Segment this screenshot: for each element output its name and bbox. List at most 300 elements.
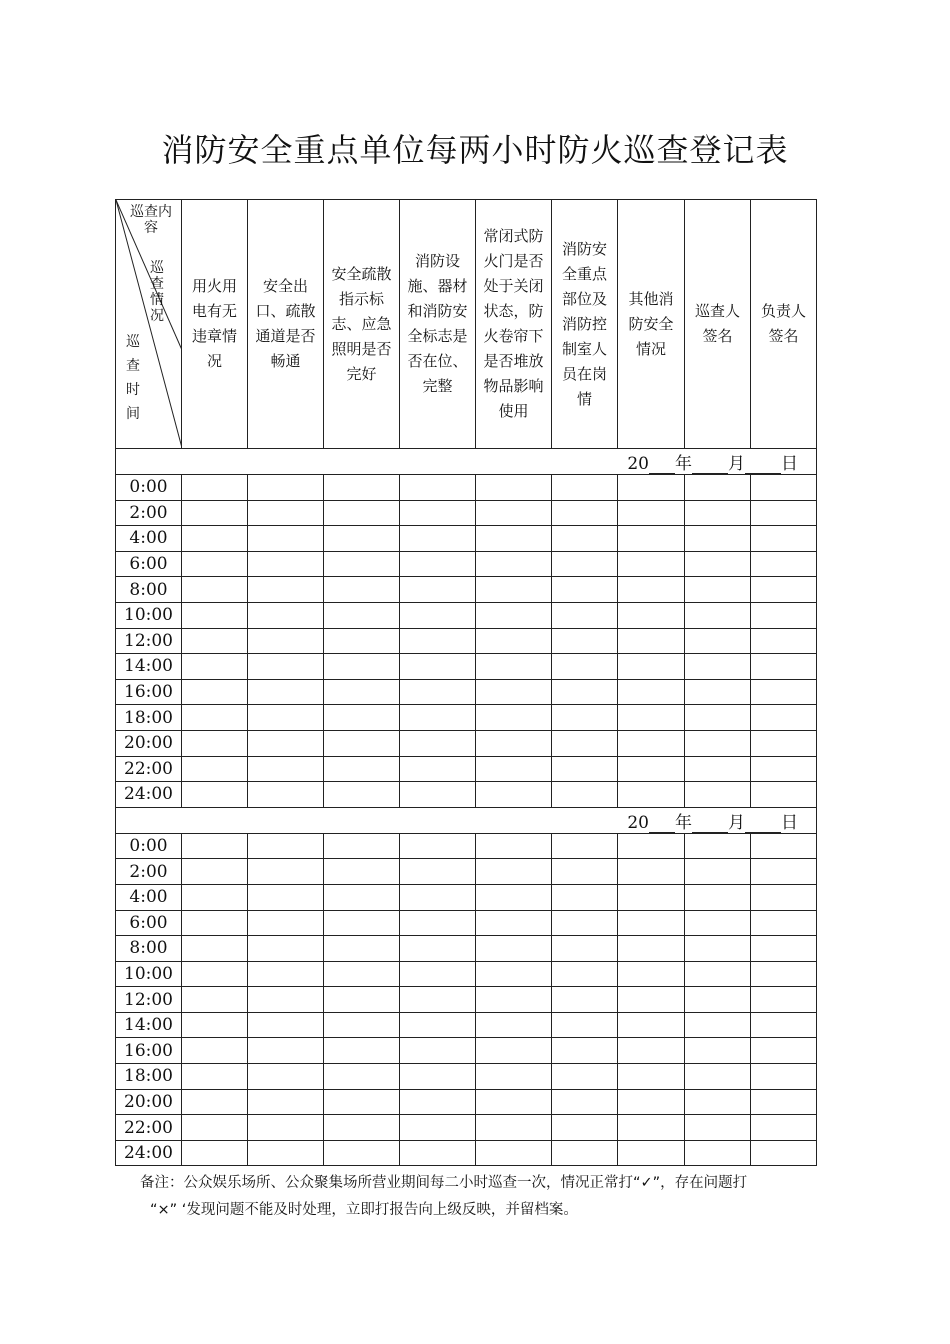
remark-line-1: 备注：公众娱乐场所、公众聚集场所营业期间每二小时巡查一次，情况正常打“✓”，存在问题打	[140, 1175, 748, 1191]
entry-cell[interactable]	[618, 602, 685, 628]
entry-cell[interactable]	[685, 551, 751, 577]
entry-cell[interactable]	[476, 936, 552, 962]
table-row	[116, 551, 817, 577]
entry-cell[interactable]	[751, 1115, 817, 1141]
entry-cell[interactable]	[400, 705, 476, 731]
corner-label-content: 巡查内容	[130, 204, 172, 236]
table-row	[116, 526, 817, 552]
entry-cell[interactable]	[618, 987, 685, 1013]
header-inspector-sign: 巡查人签名	[685, 200, 751, 449]
entry-cell[interactable]	[751, 987, 817, 1013]
time-cell: 10:00	[116, 961, 182, 987]
entry-cell[interactable]	[552, 551, 618, 577]
entry-cell[interactable]	[618, 756, 685, 782]
entry-cell[interactable]	[751, 475, 817, 501]
entry-cell[interactable]	[324, 884, 400, 910]
entry-cell[interactable]	[324, 987, 400, 1013]
entry-cell[interactable]	[324, 782, 400, 808]
entry-cell[interactable]	[618, 936, 685, 962]
entry-cell[interactable]	[751, 1140, 817, 1166]
entry-cell[interactable]	[685, 1038, 751, 1064]
entry-cell[interactable]	[751, 782, 817, 808]
time-cell: 18:00	[116, 705, 182, 731]
entry-cell[interactable]	[324, 654, 400, 680]
entry-cell[interactable]	[182, 551, 248, 577]
table-row	[116, 987, 817, 1013]
month-label: 月	[728, 454, 745, 474]
entry-cell[interactable]	[476, 602, 552, 628]
entry-cell[interactable]	[182, 679, 248, 705]
entry-cell[interactable]	[324, 679, 400, 705]
entry-cell[interactable]	[685, 1140, 751, 1166]
entry-cell[interactable]	[751, 654, 817, 680]
entry-cell[interactable]	[400, 961, 476, 987]
entry-cell[interactable]	[182, 987, 248, 1013]
entry-cell[interactable]	[751, 936, 817, 962]
entry-cell[interactable]	[685, 1089, 751, 1115]
entry-cell[interactable]	[476, 884, 552, 910]
entry-cell[interactable]	[552, 756, 618, 782]
table-row	[116, 756, 817, 782]
entry-cell[interactable]	[248, 936, 324, 962]
entry-cell[interactable]	[182, 1089, 248, 1115]
section-day-2	[116, 807, 817, 1166]
entry-cell[interactable]	[618, 551, 685, 577]
entry-cell[interactable]	[552, 475, 618, 501]
entry-cell[interactable]	[751, 859, 817, 885]
entry-cell[interactable]	[751, 833, 817, 859]
entry-cell[interactable]	[248, 679, 324, 705]
entry-cell[interactable]	[552, 833, 618, 859]
entry-cell[interactable]	[552, 884, 618, 910]
entry-cell[interactable]	[552, 628, 618, 654]
time-cell: 2:00	[116, 859, 182, 885]
entry-cell[interactable]	[685, 577, 751, 603]
table-row	[116, 1038, 817, 1064]
entry-cell[interactable]	[182, 1012, 248, 1038]
entry-cell[interactable]	[400, 987, 476, 1013]
entry-cell[interactable]	[751, 1012, 817, 1038]
entry-cell[interactable]	[400, 730, 476, 756]
entry-cell[interactable]	[685, 859, 751, 885]
entry-cell[interactable]	[248, 1140, 324, 1166]
entry-cell[interactable]	[618, 1115, 685, 1141]
table-row	[116, 602, 817, 628]
table-row	[116, 577, 817, 603]
entry-cell[interactable]	[751, 910, 817, 936]
entry-cell[interactable]	[248, 859, 324, 885]
month-blank[interactable]	[692, 812, 728, 833]
entry-cell[interactable]	[751, 679, 817, 705]
entry-cell[interactable]	[618, 1012, 685, 1038]
entry-cell[interactable]	[248, 577, 324, 603]
entry-cell[interactable]	[751, 884, 817, 910]
entry-cell[interactable]	[685, 833, 751, 859]
entry-cell[interactable]	[476, 628, 552, 654]
entry-cell[interactable]	[751, 756, 817, 782]
entry-cell[interactable]	[182, 1064, 248, 1090]
entry-cell[interactable]	[400, 782, 476, 808]
entry-cell[interactable]	[685, 475, 751, 501]
entry-cell[interactable]	[324, 551, 400, 577]
entry-cell[interactable]	[685, 628, 751, 654]
entry-cell[interactable]	[324, 730, 400, 756]
entry-cell[interactable]	[324, 628, 400, 654]
entry-cell[interactable]	[248, 1115, 324, 1141]
entry-cell[interactable]	[400, 756, 476, 782]
entry-cell[interactable]	[476, 730, 552, 756]
entry-cell[interactable]	[400, 551, 476, 577]
header-fire-electric: 用火用电有无违章情况	[182, 200, 248, 449]
entry-cell[interactable]	[552, 910, 618, 936]
entry-cell[interactable]	[685, 987, 751, 1013]
table-row	[116, 936, 817, 962]
time-cell: 8:00	[116, 577, 182, 603]
header-fire-doors: 常闭式防火门是否处于关闭状态，防火卷帘下是否堆放物品影响使用	[476, 200, 552, 449]
entry-cell[interactable]	[476, 859, 552, 885]
entry-cell[interactable]	[324, 1064, 400, 1090]
entry-cell[interactable]	[618, 628, 685, 654]
entry-cell[interactable]	[618, 577, 685, 603]
entry-cell[interactable]	[400, 1038, 476, 1064]
entry-cell[interactable]	[751, 1038, 817, 1064]
entry-cell[interactable]	[618, 730, 685, 756]
entry-cell[interactable]	[552, 859, 618, 885]
entry-cell[interactable]	[248, 602, 324, 628]
entry-cell[interactable]	[248, 705, 324, 731]
date-row	[116, 807, 817, 833]
entry-cell[interactable]	[618, 1064, 685, 1090]
entry-cell[interactable]	[476, 500, 552, 526]
entry-cell[interactable]	[751, 551, 817, 577]
entry-cell[interactable]	[182, 1140, 248, 1166]
entry-cell[interactable]	[400, 475, 476, 501]
entry-cell[interactable]	[751, 602, 817, 628]
entry-cell[interactable]	[751, 1064, 817, 1090]
time-cell: 2:00	[116, 500, 182, 526]
corner-label-status: 巡查情况	[150, 260, 164, 324]
entry-cell[interactable]	[685, 961, 751, 987]
entry-cell[interactable]	[182, 602, 248, 628]
time-cell: 24:00	[116, 1140, 182, 1166]
entry-cell[interactable]	[182, 475, 248, 501]
entry-cell[interactable]	[552, 602, 618, 628]
entry-cell[interactable]	[248, 475, 324, 501]
entry-cell[interactable]	[476, 833, 552, 859]
entry-cell[interactable]	[248, 654, 324, 680]
table-row	[116, 679, 817, 705]
entry-cell[interactable]	[751, 577, 817, 603]
table-row	[116, 910, 817, 936]
remark-line-2: “×” ‘发现问题不能及时处理，立即打报告向上级反映，并留档案。	[150, 1202, 578, 1218]
entry-cell[interactable]	[248, 730, 324, 756]
entry-cell[interactable]	[324, 577, 400, 603]
entry-cell[interactable]	[476, 1038, 552, 1064]
time-cell: 14:00	[116, 1012, 182, 1038]
entry-cell[interactable]	[400, 1012, 476, 1038]
year-prefix: 20	[627, 812, 649, 833]
entry-cell[interactable]	[182, 654, 248, 680]
entry-cell[interactable]	[618, 526, 685, 552]
entry-cell[interactable]	[476, 756, 552, 782]
entry-cell[interactable]	[552, 987, 618, 1013]
time-cell: 14:00	[116, 654, 182, 680]
entry-cell[interactable]	[248, 961, 324, 987]
entry-cell[interactable]	[552, 782, 618, 808]
entry-cell[interactable]	[552, 1012, 618, 1038]
entry-cell[interactable]	[248, 500, 324, 526]
entry-cell[interactable]	[248, 987, 324, 1013]
year-label: 年	[675, 454, 692, 474]
entry-cell[interactable]	[400, 679, 476, 705]
entry-cell[interactable]	[476, 1089, 552, 1115]
entry-cell[interactable]	[182, 1038, 248, 1064]
day-blank[interactable]	[745, 453, 781, 474]
entry-cell[interactable]	[324, 910, 400, 936]
day-label: 日	[781, 454, 798, 474]
entry-cell[interactable]	[248, 910, 324, 936]
entry-cell[interactable]	[324, 705, 400, 731]
header-other: 其他消防安全情况	[618, 200, 685, 449]
entry-cell[interactable]	[618, 654, 685, 680]
entry-cell[interactable]	[685, 730, 751, 756]
patrol-table	[115, 199, 817, 1166]
header-manager-sign: 负责人签名	[751, 200, 817, 449]
entry-cell[interactable]	[324, 936, 400, 962]
entry-cell[interactable]	[751, 526, 817, 552]
entry-cell[interactable]	[552, 654, 618, 680]
entry-cell[interactable]	[248, 756, 324, 782]
entry-cell[interactable]	[476, 782, 552, 808]
corner-cell	[116, 200, 182, 449]
entry-cell[interactable]	[476, 475, 552, 501]
entry-cell[interactable]	[400, 833, 476, 859]
entry-cell[interactable]	[618, 782, 685, 808]
entry-cell[interactable]	[618, 910, 685, 936]
entry-cell[interactable]	[182, 1115, 248, 1141]
entry-cell[interactable]	[324, 1038, 400, 1064]
entry-cell[interactable]	[685, 910, 751, 936]
entry-cell[interactable]	[618, 679, 685, 705]
entry-cell[interactable]	[751, 628, 817, 654]
entry-cell[interactable]	[248, 526, 324, 552]
entry-cell[interactable]	[552, 1064, 618, 1090]
entry-cell[interactable]	[182, 628, 248, 654]
date-cell[interactable]	[116, 449, 817, 475]
month-blank[interactable]	[692, 453, 728, 474]
entry-cell[interactable]	[751, 1089, 817, 1115]
entry-cell[interactable]	[324, 756, 400, 782]
entry-cell[interactable]	[552, 705, 618, 731]
entry-cell[interactable]	[248, 884, 324, 910]
table-row	[116, 1064, 817, 1090]
entry-cell[interactable]	[685, 500, 751, 526]
entry-cell[interactable]	[618, 859, 685, 885]
entry-cell[interactable]	[324, 961, 400, 987]
entry-cell[interactable]	[400, 628, 476, 654]
entry-cell[interactable]	[685, 1115, 751, 1141]
entry-cell[interactable]	[685, 679, 751, 705]
entry-cell[interactable]	[618, 500, 685, 526]
year-blank[interactable]	[649, 812, 675, 833]
entry-cell[interactable]	[248, 1038, 324, 1064]
entry-cell[interactable]	[618, 833, 685, 859]
header-facilities: 消防设施、器材和消防安全标志是否在位、完整	[400, 200, 476, 449]
entry-cell[interactable]	[182, 500, 248, 526]
time-cell: 4:00	[116, 884, 182, 910]
entry-cell[interactable]	[182, 884, 248, 910]
table-row	[116, 1140, 817, 1166]
entry-cell[interactable]	[476, 705, 552, 731]
entry-cell[interactable]	[248, 551, 324, 577]
entry-cell[interactable]	[618, 475, 685, 501]
time-cell: 12:00	[116, 628, 182, 654]
entry-cell[interactable]	[685, 602, 751, 628]
entry-cell[interactable]	[400, 1089, 476, 1115]
time-cell: 20:00	[116, 1089, 182, 1115]
entry-cell[interactable]	[476, 910, 552, 936]
table-row	[116, 730, 817, 756]
entry-cell[interactable]	[324, 526, 400, 552]
entry-cell[interactable]	[324, 859, 400, 885]
year-label: 年	[675, 812, 692, 833]
entry-cell[interactable]	[182, 833, 248, 859]
entry-cell[interactable]	[552, 526, 618, 552]
time-cell: 10:00	[116, 602, 182, 628]
entry-cell[interactable]	[476, 577, 552, 603]
entry-cell[interactable]	[182, 526, 248, 552]
entry-cell[interactable]	[552, 1140, 618, 1166]
day-label: 日	[781, 812, 798, 833]
entry-cell[interactable]	[182, 859, 248, 885]
entry-cell[interactable]	[685, 782, 751, 808]
entry-cell[interactable]	[751, 500, 817, 526]
entry-cell[interactable]	[324, 602, 400, 628]
time-cell: 8:00	[116, 936, 182, 962]
table-row	[116, 654, 817, 680]
entry-cell[interactable]	[248, 782, 324, 808]
entry-cell[interactable]	[248, 1089, 324, 1115]
entry-cell[interactable]	[618, 1038, 685, 1064]
entry-cell[interactable]	[552, 1038, 618, 1064]
entry-cell[interactable]	[552, 730, 618, 756]
entry-cell[interactable]	[476, 1115, 552, 1141]
entry-cell[interactable]	[324, 833, 400, 859]
time-cell: 4:00	[116, 526, 182, 552]
year-blank[interactable]	[649, 453, 675, 474]
entry-cell[interactable]	[618, 705, 685, 731]
entry-cell[interactable]	[182, 730, 248, 756]
table-row	[116, 859, 817, 885]
entry-cell[interactable]	[400, 1064, 476, 1090]
day-blank[interactable]	[745, 812, 781, 833]
entry-cell[interactable]	[182, 910, 248, 936]
entry-cell[interactable]	[400, 526, 476, 552]
date-cell[interactable]	[116, 807, 817, 833]
entry-cell[interactable]	[751, 705, 817, 731]
entry-cell[interactable]	[685, 1064, 751, 1090]
entry-cell[interactable]	[552, 1089, 618, 1115]
entry-cell[interactable]	[552, 936, 618, 962]
table-row	[116, 628, 817, 654]
entry-cell[interactable]	[476, 551, 552, 577]
entry-cell[interactable]	[476, 654, 552, 680]
date-row	[116, 449, 817, 475]
entry-cell[interactable]	[400, 577, 476, 603]
entry-cell[interactable]	[400, 1115, 476, 1141]
entry-cell[interactable]	[324, 475, 400, 501]
entry-cell[interactable]	[400, 884, 476, 910]
entry-cell[interactable]	[618, 884, 685, 910]
entry-cell[interactable]	[400, 1140, 476, 1166]
entry-cell[interactable]	[552, 500, 618, 526]
time-cell: 6:00	[116, 910, 182, 936]
entry-cell[interactable]	[751, 961, 817, 987]
entry-cell[interactable]	[476, 1064, 552, 1090]
entry-cell[interactable]	[324, 1140, 400, 1166]
entry-cell[interactable]	[552, 961, 618, 987]
entry-cell[interactable]	[182, 705, 248, 731]
entry-cell[interactable]	[400, 936, 476, 962]
entry-cell[interactable]	[685, 705, 751, 731]
entry-cell[interactable]	[685, 654, 751, 680]
entry-cell[interactable]	[248, 833, 324, 859]
entry-cell[interactable]	[685, 936, 751, 962]
entry-cell[interactable]	[618, 1140, 685, 1166]
entry-cell[interactable]	[685, 526, 751, 552]
entry-cell[interactable]	[400, 602, 476, 628]
table-row	[116, 961, 817, 987]
entry-cell[interactable]	[400, 910, 476, 936]
entry-cell[interactable]	[248, 628, 324, 654]
entry-cell[interactable]	[685, 756, 751, 782]
entry-cell[interactable]	[476, 1012, 552, 1038]
entry-cell[interactable]	[324, 500, 400, 526]
header-evac-signs: 安全疏散指示标志、应急照明是否完好	[324, 200, 400, 449]
entry-cell[interactable]	[324, 1089, 400, 1115]
entry-cell[interactable]	[324, 1115, 400, 1141]
entry-cell[interactable]	[182, 756, 248, 782]
time-cell: 20:00	[116, 730, 182, 756]
entry-cell[interactable]	[685, 1012, 751, 1038]
entry-cell[interactable]	[685, 884, 751, 910]
entry-cell[interactable]	[751, 730, 817, 756]
entry-cell[interactable]	[324, 1012, 400, 1038]
entry-cell[interactable]	[400, 859, 476, 885]
entry-cell[interactable]	[552, 1115, 618, 1141]
header-row	[116, 200, 817, 449]
entry-cell[interactable]	[618, 961, 685, 987]
entry-cell[interactable]	[182, 961, 248, 987]
table-row	[116, 884, 817, 910]
entry-cell[interactable]	[476, 526, 552, 552]
entry-cell[interactable]	[248, 1064, 324, 1090]
entry-cell[interactable]	[552, 679, 618, 705]
entry-cell[interactable]	[476, 1140, 552, 1166]
entry-cell[interactable]	[618, 1089, 685, 1115]
entry-cell[interactable]	[476, 961, 552, 987]
entry-cell[interactable]	[400, 500, 476, 526]
entry-cell[interactable]	[476, 987, 552, 1013]
entry-cell[interactable]	[552, 577, 618, 603]
entry-cell[interactable]	[182, 577, 248, 603]
entry-cell[interactable]	[182, 936, 248, 962]
entry-cell[interactable]	[400, 654, 476, 680]
entry-cell[interactable]	[476, 679, 552, 705]
time-cell: 16:00	[116, 1038, 182, 1064]
entry-cell[interactable]	[182, 782, 248, 808]
entry-cell[interactable]	[248, 1012, 324, 1038]
